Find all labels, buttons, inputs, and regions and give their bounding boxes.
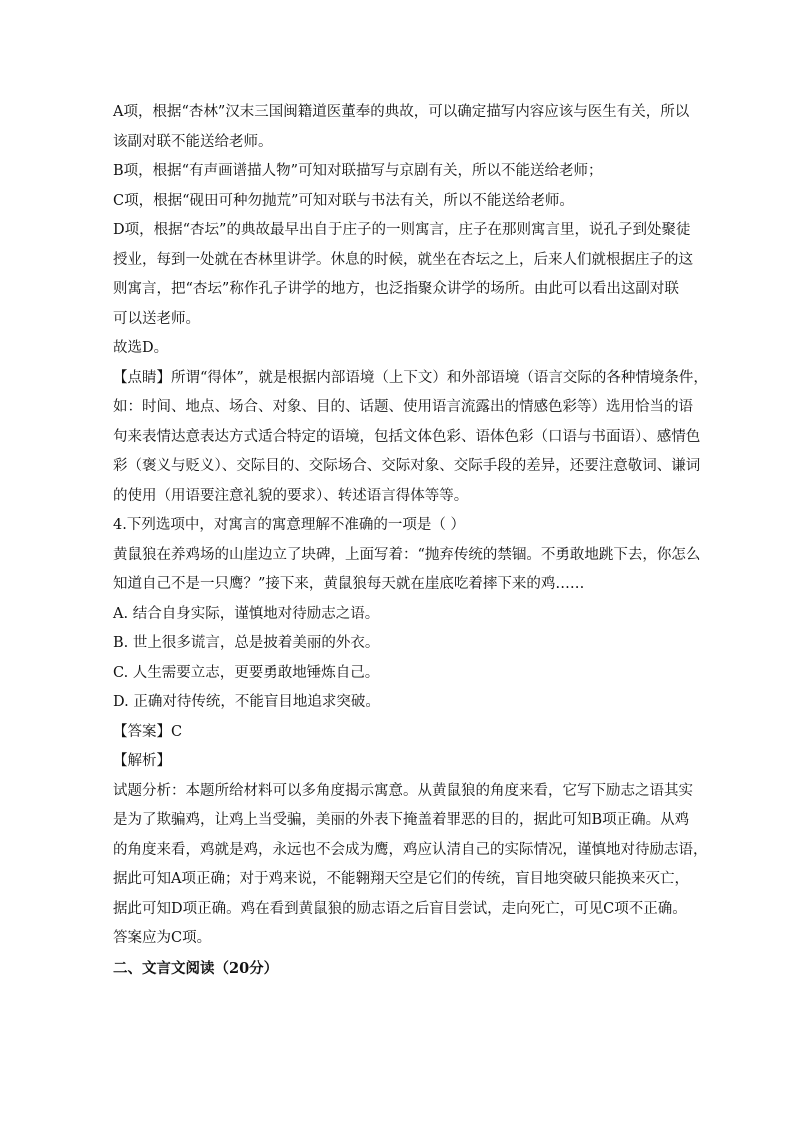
text-line-option-d-1: D项，根据“杏坛”的典故最早出自于庄子的一则寓言，庄子在那则寓言里，说孔子到处聚徒	[113, 222, 691, 238]
question-4-title: 4.下列选项中，对寓言的寓意理解不准确的一项是（ ）	[113, 517, 465, 533]
analysis-line-1: 试题分析：本题所给材料可以多角度揭示寓意。从黄鼠狼的角度来看，它写下励志之语其实	[113, 782, 693, 799]
analysis-line-6: 答案应为C项。	[113, 930, 212, 946]
document-page	[113, 98, 708, 983]
question-4-choice-c: C. 人生需要立志，更要勇敢地锤炼自己。	[113, 664, 380, 681]
analysis-line-3: 的角度来看，鸡就是鸡，永远也不会成为鹰，鸡应认清自己的实际情况，谨慎地对待励志语，	[113, 841, 708, 858]
text-line-tip-2: 如：时间、地点、场合、对象、目的、话题、使用语言流露出的情感色彩等）选用恰当的语	[113, 399, 693, 415]
text-line-option-c: C项，根据“砚田可种勿抛荒”可知对联与书法有关，所以不能送给老师。	[113, 192, 574, 209]
text-line-tip-4: 彩（褒义与贬义）、交际目的、交际场合、交际对象、交际手段的差异，还要注意敬词、谦词	[113, 458, 701, 474]
analysis-line-5: 据此可知D项正确。鸡在看到黄鼠狼的励志语之后盲目尝试，走向死亡，可见C项不正确。	[113, 900, 687, 917]
text-line-tip-3: 句来表情达意表达方式适合特定的语境，包括文体色彩、语体色彩（口语与书面语）、感情色	[113, 428, 701, 445]
analysis-line-4: 据此可知A项正确；对于鸡来说，不能翱翔天空是它们的传统，盲目地突破只能换来灭亡，	[113, 871, 689, 887]
question-4-passage-2: 知道自己不是一只鹰？”接下来，黄鼠狼每天就在崖底吃着摔下来的鸡……	[113, 576, 585, 592]
text-line-option-a-2: 该副对联不能送给老师。	[113, 133, 273, 150]
text-line-option-d-3: 则寓言，把“杏坛”称作孔子讲学的地方，也泛指聚众讲学的场所。由此可以看出这副对联	[113, 281, 679, 297]
text-line-tip-1: 【点睛】所谓“得体”，就是根据内部语境（上下文）和外部语境（语言交际的各种情境条件，	[113, 369, 708, 386]
question-4-choice-d: D. 正确对待传统，不能盲目地追求突破。	[113, 694, 380, 710]
text-line-option-d-4: 可以送老师。	[113, 310, 200, 327]
question-4-choice-a: A. 结合自身实际，谨慎地对待励志之语。	[113, 605, 380, 622]
text-line-option-a-1: A项，根据“杏林”汉末三国闽籍道医董奉的典故，可以确定描写内容应该与医生有关，所以	[113, 104, 690, 120]
section-heading-classical-chinese: 二、文言文阅读（20分）	[113, 959, 279, 977]
question-4-passage-1: 黄鼠狼在养鸡场的山崖边立了块碑，上面写着：“抛弃传统的禁锢。不勇敢地跳下去，你怎么	[113, 546, 701, 563]
answer-label: 【答案】C	[113, 723, 183, 740]
text-line-option-b: B项，根据“有声画谱描人物”可知对联描写与京剧有关，所以不能送给老师；	[113, 163, 603, 179]
text-line-tip-5: 的使用（用语要注意礼貌的要求）、转述语言得体等等。	[113, 487, 469, 504]
analysis-line-2: 是为了欺骗鸡，让鸡上当受骗，美丽的外表下掩盖着罪恶的目的，据此可知B项正确。从鸡	[113, 812, 690, 828]
text-line-option-d-2: 授业，每到一处就在杏林里讲学。休息的时候，就坐在杏坛之上，后来人们就根据庄子的这	[113, 251, 693, 268]
text-line-conclusion: 故选D。	[113, 340, 169, 356]
analysis-label: 【解析】	[113, 753, 171, 769]
question-4-choice-b: B. 世上很多谎言，总是披着美丽的外衣。	[113, 635, 380, 651]
